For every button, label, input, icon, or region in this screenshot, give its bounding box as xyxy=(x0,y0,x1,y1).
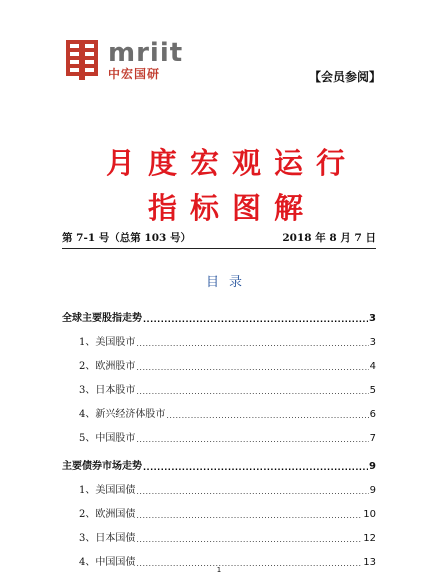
toc-leader-dots xyxy=(166,411,368,420)
toc-item[interactable] xyxy=(62,472,376,496)
toc-page-number: 10 xyxy=(363,509,376,520)
toc-leader-dots xyxy=(143,463,368,472)
toc-page-number: 13 xyxy=(363,557,376,568)
issue-number: 第 7-1 号（总第 103 号） xyxy=(62,232,192,244)
mriit-logo-icon xyxy=(62,38,102,82)
toc-item-label: 5、中国股市 xyxy=(79,433,136,444)
toc-item[interactable] xyxy=(62,496,376,520)
toc-item[interactable] xyxy=(62,324,376,348)
toc-leader-dots xyxy=(136,487,368,496)
toc-leader-dots xyxy=(136,511,362,520)
toc-page-number: 12 xyxy=(363,533,376,544)
report-title-line-1: 月度宏观运行 xyxy=(105,146,358,180)
toc-page-number: 5 xyxy=(369,385,376,396)
toc-leader-dots xyxy=(136,535,362,544)
toc-item[interactable] xyxy=(62,420,376,444)
page-number: 1 xyxy=(216,566,222,574)
toc-item[interactable] xyxy=(62,372,376,396)
brand-logo xyxy=(62,38,182,82)
member-tag: 【会员参阅】 xyxy=(308,70,381,84)
toc-leader-dots xyxy=(143,315,368,324)
toc-leader-dots xyxy=(136,435,368,444)
header-divider xyxy=(62,248,376,249)
toc-item-label: 3、日本股市 xyxy=(79,385,136,396)
toc-page-number: 3 xyxy=(369,313,376,324)
toc-page-number: 9 xyxy=(369,485,376,496)
toc-item-label: 4、中国国债 xyxy=(79,557,136,568)
toc-item[interactable] xyxy=(62,348,376,372)
toc-item-label: 2、欧洲国债 xyxy=(79,509,136,520)
toc-item-label: 2、欧洲股市 xyxy=(79,361,136,372)
toc-item-label: 1、美国股市 xyxy=(79,337,136,348)
toc-item-label: 1、美国国债 xyxy=(79,485,136,496)
toc-section-label: 全球主要股指走势 xyxy=(62,313,142,324)
toc-section-label: 主要债券市场走势 xyxy=(62,461,142,472)
toc-item[interactable] xyxy=(62,544,376,568)
toc-page-number: 9 xyxy=(369,461,376,472)
toc-item-label: 3、日本国债 xyxy=(79,533,136,544)
toc-page-number: 6 xyxy=(369,409,376,420)
toc-page-number: 3 xyxy=(369,337,376,348)
toc-item[interactable] xyxy=(62,520,376,544)
toc-page-number: 7 xyxy=(369,433,376,444)
toc-leader-dots xyxy=(136,363,368,372)
toc-leader-dots xyxy=(136,339,368,348)
toc-item[interactable] xyxy=(62,396,376,420)
logo-brand-text: mriit xyxy=(108,38,184,68)
toc-section-bonds[interactable] xyxy=(62,448,376,472)
report-title-line-2: 指标图解 xyxy=(147,191,316,225)
toc-page-number: 4 xyxy=(369,361,376,372)
issue-date: 2018 年 8 月 7 日 xyxy=(282,232,376,244)
toc-section-stocks[interactable] xyxy=(62,300,376,324)
logo-sub-text: 中宏国研 xyxy=(108,67,161,81)
table-of-contents xyxy=(62,300,376,568)
toc-leader-dots xyxy=(136,387,368,396)
toc-item-label: 4、新兴经济体股市 xyxy=(79,409,166,420)
toc-heading: 目录 xyxy=(205,275,252,290)
